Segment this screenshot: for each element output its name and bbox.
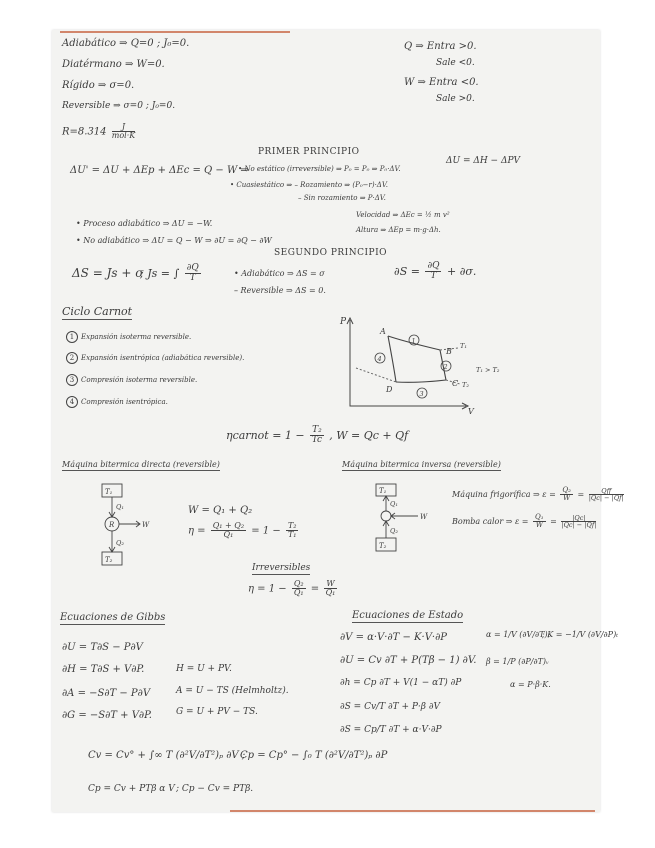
primer-eq: ΔU' = ΔU + ΔEp + ΔEc = Q − W ⇒ xyxy=(70,165,249,176)
segundo-ds-num: ∂Q xyxy=(427,261,440,271)
directa-eta: η = xyxy=(188,525,206,537)
pv-t-relation: T₁ > T₂ xyxy=(476,366,500,374)
sign-q-sale: Sale <0. xyxy=(436,58,475,68)
pv-t1: T₁ xyxy=(460,342,467,350)
irrev-eq2: = xyxy=(310,583,320,595)
segundo-title: SEGUNDO PRINCIPIO xyxy=(274,248,388,258)
carnot-eff-num: T₂ xyxy=(312,425,322,435)
carnot-pv-diagram xyxy=(336,314,516,422)
capacidad-diff-1: Cp = Cv + PTβ α V xyxy=(88,784,175,794)
def-diathermic: Diatérmano ⇒ W=0. xyxy=(62,59,165,70)
pv-point-d: D xyxy=(386,385,393,394)
inversa-title: Máquina bitermica inversa (reversible) xyxy=(342,460,501,469)
carnot-eff-den: Tc xyxy=(311,435,323,446)
directa-w: W xyxy=(142,521,150,529)
pv-point-b: B xyxy=(446,347,452,356)
estado-eq-h: ∂h = Cp ∂T + V(1 − αT) ∂P xyxy=(340,678,462,688)
inversa-frig-den2: |Qc| − |Qf| xyxy=(588,494,624,503)
def-adiabatic: Adiabático ⇒ Q=0 ; J₀=0. xyxy=(62,38,190,49)
estado-eq-u: ∂U = Cv ∂T + P(Tβ − 1) ∂V. xyxy=(340,655,477,666)
segundo-frac-num: ∂Q xyxy=(186,263,199,273)
carnot-step-4-num: 4 xyxy=(66,396,78,408)
irrev-den: Q₁ xyxy=(293,588,304,598)
gibbs-eq-a: ∂A = −S∂T − P∂V xyxy=(62,688,151,699)
estado-alpha: α = 1/V (∂V/∂T)ₚ xyxy=(486,630,551,639)
directa-t1: T₁ xyxy=(105,488,113,496)
segundo-eq1: ΔS = Js + σ xyxy=(72,266,144,280)
estado-eq-v: ∂V = α·V·∂T − K·V·∂P xyxy=(340,632,447,643)
irrev-efficiency xyxy=(248,580,339,598)
pv-dashed-guide xyxy=(356,368,396,382)
gas-constant-value: R=8.314 xyxy=(62,126,107,138)
inversa-machine xyxy=(381,511,391,521)
inversa-t2: T₂ xyxy=(379,542,387,550)
primer-height: Altura ⇒ ΔEp = m·g·Δh. xyxy=(356,226,441,234)
segundo-adiabatic: • Adiabático ⇒ ΔS = σ xyxy=(234,269,325,278)
gibbs-eq-g: ∂G = −S∂T + V∂P. xyxy=(62,710,152,721)
inversa-frig-eq: = xyxy=(577,489,585,499)
primer-velocity: Velocidad ⇒ ΔEc = ½ m v² xyxy=(356,211,450,219)
directa-eta-mid: = 1 − xyxy=(251,525,281,537)
carnot-step-3-num: 3 xyxy=(66,374,78,386)
carnot-step-3 xyxy=(66,374,197,386)
directa-eta-num2: T₂ xyxy=(287,521,297,530)
irrev-num2: W xyxy=(326,579,335,588)
segundo-reversible: – Reversible ⇒ ΔS = 0. xyxy=(234,286,326,295)
inversa-bomba-den: W xyxy=(535,521,543,530)
inversa-w: W xyxy=(420,513,428,521)
primer-adiabatic: • Proceso adiabático ⇒ ΔU = −W. xyxy=(76,219,213,228)
estado-eq-s1: ∂S = Cv/T ∂T + P·β ∂V xyxy=(340,702,441,712)
primer-non-adiabatic: • No adiabático ⇒ ΔU = Q − W ⇒ ∂U = ∂Q − ∂W xyxy=(76,236,272,245)
gas-constant xyxy=(62,123,137,141)
directa-eta-den: Q₁ xyxy=(223,530,234,540)
inversa-bomba-lhs: Bomba calor ⇒ ε = xyxy=(452,516,529,526)
inversa-bomba-num: Q₁ xyxy=(535,513,544,521)
estado-beta: β = 1/P (∂P/∂T)ᵥ xyxy=(486,657,550,666)
directa-work-eq: W = Q₁ + Q₂ xyxy=(188,505,253,516)
directa-r: R xyxy=(109,521,115,529)
irrev-num: Q₂ xyxy=(293,579,304,588)
inversa-bomba xyxy=(452,514,598,530)
carnot-step-1-num: 1 xyxy=(66,331,78,343)
irrev-den2: Q₁ xyxy=(325,588,336,598)
page-bottom-edge xyxy=(230,810,595,812)
primer-bullet-2: • Cuasiestático ⇒ – Rozamiento ⇒ (P₀−r)·ΔV. xyxy=(230,181,388,189)
gas-constant-num: J xyxy=(112,123,135,132)
gibbs-def-g: G = U + PV − TS. xyxy=(176,707,258,717)
segundo-eq2-lhs: ; Js = ∫ xyxy=(140,266,180,280)
pv-t2: T₂ xyxy=(462,381,469,389)
page-top-edge xyxy=(60,31,290,33)
segundo-ds-tail: + ∂σ. xyxy=(446,264,477,278)
pv-num-3: 3 xyxy=(419,390,424,398)
def-reversible: Reversible ⇒ σ=0 ; J₀=0. xyxy=(62,101,176,111)
sign-w-sale: Sale >0. xyxy=(436,94,475,104)
gibbs-def-a: A = U − TS (Helmholtz). xyxy=(176,686,289,696)
irrev-eq: η = 1 − xyxy=(248,583,287,595)
pv-process-3 xyxy=(396,380,446,382)
inversa-frig-den: W xyxy=(563,494,571,503)
pv-process-4 xyxy=(388,336,396,382)
inversa-q2: Q₂ xyxy=(390,527,398,535)
pv-axis-p-label: P xyxy=(340,317,347,327)
gibbs-def-h: H = U + PV. xyxy=(176,664,232,674)
inversa-bomba-num2: |Qc| xyxy=(561,515,596,523)
segundo-eq2 xyxy=(140,264,203,284)
carnot-step-2-num: 2 xyxy=(66,352,78,364)
segundo-frac-den: T xyxy=(189,273,196,284)
segundo-ds-den: T xyxy=(430,271,437,282)
inversa-frig-num2: Qff xyxy=(589,488,624,496)
segundo-ds-lhs: ∂S = xyxy=(394,264,420,278)
inversa-diagram xyxy=(370,482,440,554)
carnot-step-1-text: Expansión isoterma reversible. xyxy=(81,333,192,341)
estado-eq-s2: ∂S = Cp/T ∂T + α·V·∂P xyxy=(340,725,442,735)
primer-du: ΔU = ΔH − ΔPV xyxy=(446,156,521,166)
directa-t2: T₂ xyxy=(105,556,113,564)
pv-axes xyxy=(350,320,466,406)
directa-diagram xyxy=(96,482,166,572)
estado-title: Ecuaciones de Estado xyxy=(352,610,464,621)
pv-num-1: 1 xyxy=(411,337,416,345)
directa-q1: Q₁ xyxy=(116,503,124,511)
inversa-bomba-eq: = xyxy=(550,516,557,526)
gibbs-eq-h: ∂H = T∂S + V∂P. xyxy=(62,664,145,675)
directa-eta-num: Q₁ + Q₂ xyxy=(212,521,245,530)
directa-eta-den2: T₁ xyxy=(287,530,297,540)
carnot-step-4-text: Compresión isentrópica. xyxy=(81,398,168,406)
carnot-title: Ciclo Carnot xyxy=(62,305,133,318)
def-rigid: Rígido ⇒ σ=0. xyxy=(62,80,135,91)
inversa-frig-num: Q₂ xyxy=(562,486,571,494)
pv-num-2: 2 xyxy=(443,363,448,371)
carnot-step-1 xyxy=(66,331,191,343)
pv-axis-v-label: V xyxy=(468,407,474,416)
directa-q2: Q₂ xyxy=(116,539,124,547)
pv-point-c: C xyxy=(452,379,459,388)
inversa-frig-lhs: Máquina frigorífica ⇒ ε = xyxy=(452,489,556,499)
capacidad-diff-2: ; Cp − Cv = PTβ. xyxy=(176,784,254,794)
inversa-frigorifica xyxy=(452,487,626,503)
pv-point-a: A xyxy=(380,327,386,336)
capacidad-cv: Cv = Cv° + ∫∞ T (∂²V/∂T²)ₚ ∂V ; xyxy=(88,750,246,761)
carnot-step-2 xyxy=(66,352,244,364)
pv-num-4: 4 xyxy=(377,355,382,363)
primer-bullet-3: – Sin rozamiento ⇒ P·ΔV. xyxy=(298,194,386,202)
directa-title: Máquina bitermica directa (reversible) xyxy=(62,460,220,469)
sign-q-entra: Q ⇒ Entra >0. xyxy=(404,41,477,52)
carnot-step-2-text: Expansión isentrópica (adiabática reversible). xyxy=(81,354,245,362)
segundo-ds xyxy=(394,262,476,282)
gibbs-title: Ecuaciones de Gibbs xyxy=(60,612,166,623)
inversa-bomba-den2: |Qc| − |Qf| xyxy=(561,521,597,530)
irrev-title: Irreversibles xyxy=(252,563,311,573)
carnot-efficiency xyxy=(226,426,408,446)
inversa-t1: T₁ xyxy=(379,487,387,495)
carnot-work: , W = Qc + Qf xyxy=(329,428,409,442)
carnot-eff-lhs: ηcarnot = 1 − xyxy=(226,428,305,442)
capacidad-cp: Cp = Cp° − ∫₀ T (∂²V/∂T²)ₚ ∂P xyxy=(240,750,388,761)
estado-relation: α = P·β·K. xyxy=(510,680,551,689)
gibbs-eq-u: ∂U = T∂S − P∂V xyxy=(62,642,143,653)
estado-kappa: ; K = −1/V (∂V/∂P)ₜ xyxy=(542,630,619,639)
directa-efficiency xyxy=(188,522,300,540)
inversa-q1: Q₁ xyxy=(390,500,398,508)
primer-title: PRIMER PRINCIPIO xyxy=(258,147,360,157)
gas-constant-den: mol·K xyxy=(111,131,136,141)
primer-bullet-1: • No estático (irreversible) ⇒ P₀ = P₀ ⇒ P₀·ΔV. xyxy=(238,165,401,173)
carnot-step-4 xyxy=(66,396,168,408)
carnot-step-3-text: Compresión isoterma reversible. xyxy=(81,376,198,384)
sign-w-entra: W ⇒ Entra <0. xyxy=(404,77,479,88)
